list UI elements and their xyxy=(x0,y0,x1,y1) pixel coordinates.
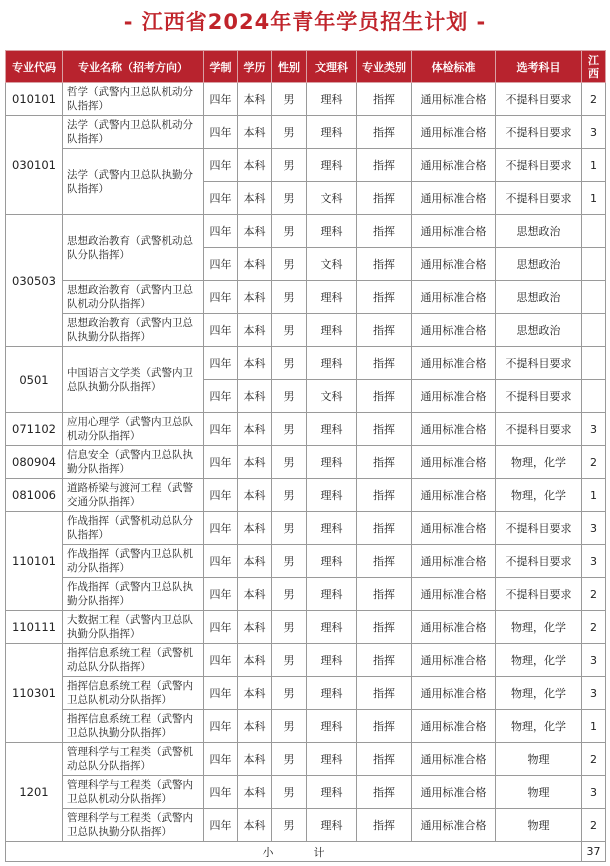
degree-cell: 本科 xyxy=(238,182,272,215)
total-count: 37 xyxy=(582,842,606,862)
gender-cell: 男 xyxy=(272,578,307,611)
subjects-cell: 思想政治 xyxy=(496,281,582,314)
degree-cell: 本科 xyxy=(238,644,272,677)
subjects-cell: 思想政治 xyxy=(496,314,582,347)
count-cell: 2 xyxy=(582,809,606,842)
subjects-cell: 不提科目要求 xyxy=(496,182,582,215)
header-degree: 学历 xyxy=(238,51,272,83)
table-row xyxy=(6,578,606,611)
major-code-cell: 110101 xyxy=(6,512,63,611)
gender-cell: 男 xyxy=(272,83,307,116)
gender-cell: 男 xyxy=(272,116,307,149)
count-cell: 1 xyxy=(582,710,606,743)
count-cell: 2 xyxy=(582,578,606,611)
count-cell xyxy=(582,281,606,314)
physical-cell: 通用标准合格 xyxy=(412,644,496,677)
category-cell: 指挥 xyxy=(357,677,412,710)
subjects-cell: 不提科目要求 xyxy=(496,116,582,149)
years-cell: 四年 xyxy=(204,413,238,446)
degree-cell: 本科 xyxy=(238,380,272,413)
total-label: 小计 xyxy=(6,842,582,862)
enrollment-plan-table xyxy=(5,50,606,862)
years-cell: 四年 xyxy=(204,776,238,809)
physical-cell: 通用标准合格 xyxy=(412,710,496,743)
category-cell: 指挥 xyxy=(357,545,412,578)
category-cell: 指挥 xyxy=(357,479,412,512)
physical-cell: 通用标准合格 xyxy=(412,545,496,578)
category-cell: 指挥 xyxy=(357,149,412,182)
degree-cell: 本科 xyxy=(238,215,272,248)
degree-cell: 本科 xyxy=(238,248,272,281)
years-cell: 四年 xyxy=(204,710,238,743)
gender-cell: 男 xyxy=(272,479,307,512)
gender-cell: 男 xyxy=(272,149,307,182)
category-cell: 指挥 xyxy=(357,446,412,479)
degree-cell: 本科 xyxy=(238,776,272,809)
years-cell: 四年 xyxy=(204,380,238,413)
track-cell: 理科 xyxy=(307,809,357,842)
count-cell: 2 xyxy=(582,446,606,479)
years-cell: 四年 xyxy=(204,677,238,710)
physical-cell: 通用标准合格 xyxy=(412,479,496,512)
years-cell: 四年 xyxy=(204,215,238,248)
count-cell: 3 xyxy=(582,545,606,578)
count-cell xyxy=(582,314,606,347)
count-cell: 1 xyxy=(582,182,606,215)
table-row xyxy=(6,314,606,347)
gender-cell: 男 xyxy=(272,809,307,842)
table-row xyxy=(6,644,606,677)
physical-cell: 通用标准合格 xyxy=(412,380,496,413)
years-cell: 四年 xyxy=(204,182,238,215)
years-cell: 四年 xyxy=(204,281,238,314)
years-cell: 四年 xyxy=(204,314,238,347)
count-cell: 3 xyxy=(582,644,606,677)
major-name-cell: 大数据工程（武警内卫总队执勤分队指挥） xyxy=(63,611,204,644)
physical-cell: 通用标准合格 xyxy=(412,215,496,248)
table-row xyxy=(6,611,606,644)
count-cell xyxy=(582,248,606,281)
subjects-cell: 不提科目要求 xyxy=(496,413,582,446)
years-cell: 四年 xyxy=(204,545,238,578)
degree-cell: 本科 xyxy=(238,710,272,743)
years-cell: 四年 xyxy=(204,644,238,677)
physical-cell: 通用标准合格 xyxy=(412,809,496,842)
degree-cell: 本科 xyxy=(238,413,272,446)
physical-cell: 通用标准合格 xyxy=(412,677,496,710)
gender-cell: 男 xyxy=(272,413,307,446)
table-row xyxy=(6,83,606,116)
major-name-cell: 思想政治教育（武警内卫总队机动分队指挥） xyxy=(63,281,204,314)
gender-cell: 男 xyxy=(272,380,307,413)
degree-cell: 本科 xyxy=(238,314,272,347)
gender-cell: 男 xyxy=(272,776,307,809)
category-cell: 指挥 xyxy=(357,743,412,776)
gender-cell: 男 xyxy=(272,512,307,545)
years-cell: 四年 xyxy=(204,149,238,182)
count-cell: 1 xyxy=(582,149,606,182)
years-cell: 四年 xyxy=(204,578,238,611)
major-name-cell: 作战指挥（武警机动总队分队指挥） xyxy=(63,512,204,545)
table-row xyxy=(6,743,606,776)
physical-cell: 通用标准合格 xyxy=(412,248,496,281)
gender-cell: 男 xyxy=(272,248,307,281)
table-header-row xyxy=(6,51,606,83)
category-cell: 指挥 xyxy=(357,413,412,446)
gender-cell: 男 xyxy=(272,611,307,644)
header-track: 文理科 xyxy=(307,51,357,83)
header-jiangxi xyxy=(582,51,606,83)
header-gender: 性别 xyxy=(272,51,307,83)
subjects-cell: 物理 xyxy=(496,743,582,776)
physical-cell: 通用标准合格 xyxy=(412,512,496,545)
table-row xyxy=(6,512,606,545)
major-code-cell: 0501 xyxy=(6,347,63,413)
category-cell: 指挥 xyxy=(357,182,412,215)
track-cell: 理科 xyxy=(307,479,357,512)
count-cell xyxy=(582,215,606,248)
years-cell: 四年 xyxy=(204,479,238,512)
category-cell: 指挥 xyxy=(357,578,412,611)
major-name-cell: 哲学（武警内卫总队机动分队指挥） xyxy=(63,83,204,116)
years-cell: 四年 xyxy=(204,743,238,776)
category-cell: 指挥 xyxy=(357,314,412,347)
count-cell xyxy=(582,380,606,413)
category-cell: 指挥 xyxy=(357,248,412,281)
physical-cell: 通用标准合格 xyxy=(412,83,496,116)
track-cell: 理科 xyxy=(307,644,357,677)
years-cell: 四年 xyxy=(204,446,238,479)
total-row xyxy=(6,842,606,862)
subjects-cell: 物理，化学 xyxy=(496,710,582,743)
track-cell: 理科 xyxy=(307,710,357,743)
category-cell: 指挥 xyxy=(357,215,412,248)
gender-cell: 男 xyxy=(272,677,307,710)
physical-cell: 通用标准合格 xyxy=(412,776,496,809)
major-code-cell: 110111 xyxy=(6,611,63,644)
degree-cell: 本科 xyxy=(238,116,272,149)
count-cell: 3 xyxy=(582,776,606,809)
header-physical: 体检标准 xyxy=(412,51,496,83)
subjects-cell: 物理 xyxy=(496,809,582,842)
header-jiangxi-2: 西 xyxy=(588,66,599,80)
major-code-cell: 030503 xyxy=(6,215,63,347)
degree-cell: 本科 xyxy=(238,281,272,314)
subjects-cell: 思想政治 xyxy=(496,215,582,248)
degree-cell: 本科 xyxy=(238,677,272,710)
category-cell: 指挥 xyxy=(357,83,412,116)
physical-cell: 通用标准合格 xyxy=(412,347,496,380)
track-cell: 文科 xyxy=(307,248,357,281)
physical-cell: 通用标准合格 xyxy=(412,413,496,446)
header-category: 专业类别 xyxy=(357,51,412,83)
major-code-cell: 030101 xyxy=(6,116,63,215)
physical-cell: 通用标准合格 xyxy=(412,182,496,215)
header-subjects: 选考科目 xyxy=(496,51,582,83)
subjects-cell: 不提科目要求 xyxy=(496,347,582,380)
table-row xyxy=(6,347,606,380)
subjects-cell: 物理，化学 xyxy=(496,644,582,677)
gender-cell: 男 xyxy=(272,644,307,677)
major-code-cell: 010101 xyxy=(6,83,63,116)
years-cell: 四年 xyxy=(204,248,238,281)
track-cell: 理科 xyxy=(307,446,357,479)
degree-cell: 本科 xyxy=(238,149,272,182)
subjects-cell: 不提科目要求 xyxy=(496,578,582,611)
header-years: 学制 xyxy=(204,51,238,83)
subjects-cell: 物理，化学 xyxy=(496,479,582,512)
count-cell: 3 xyxy=(582,413,606,446)
gender-cell: 男 xyxy=(272,347,307,380)
track-cell: 理科 xyxy=(307,545,357,578)
major-code-cell: 080904 xyxy=(6,446,63,479)
header-code: 专业代码 xyxy=(6,51,63,83)
degree-cell: 本科 xyxy=(238,83,272,116)
track-cell: 理科 xyxy=(307,149,357,182)
track-cell: 理科 xyxy=(307,578,357,611)
table-row xyxy=(6,545,606,578)
major-name-cell: 管理科学与工程类（武警内卫总队机动分队指挥） xyxy=(63,776,204,809)
track-cell: 理科 xyxy=(307,611,357,644)
physical-cell: 通用标准合格 xyxy=(412,281,496,314)
header-name: 专业名称（招考方向） xyxy=(63,51,204,83)
major-name-cell: 思想政治教育（武警内卫总队执勤分队指挥） xyxy=(63,314,204,347)
major-name-cell: 管理科学与工程类（武警内卫总队执勤分队指挥） xyxy=(63,809,204,842)
count-cell: 3 xyxy=(582,677,606,710)
degree-cell: 本科 xyxy=(238,743,272,776)
major-name-cell: 指挥信息系统工程（武警机动总队分队指挥） xyxy=(63,644,204,677)
major-name-cell: 作战指挥（武警内卫总队机动分队指挥） xyxy=(63,545,204,578)
track-cell: 理科 xyxy=(307,677,357,710)
degree-cell: 本科 xyxy=(238,479,272,512)
header-jiangxi-1: 江 xyxy=(588,53,599,67)
track-cell: 理科 xyxy=(307,116,357,149)
major-name-cell: 管理科学与工程类（武警机动总队分队指挥） xyxy=(63,743,204,776)
physical-cell: 通用标准合格 xyxy=(412,149,496,182)
gender-cell: 男 xyxy=(272,545,307,578)
gender-cell: 男 xyxy=(272,743,307,776)
degree-cell: 本科 xyxy=(238,545,272,578)
major-name-cell: 应用心理学（武警内卫总队机动分队指挥） xyxy=(63,413,204,446)
major-name-cell: 思想政治教育（武警机动总队分队指挥） xyxy=(63,215,204,281)
category-cell: 指挥 xyxy=(357,347,412,380)
count-cell: 2 xyxy=(582,743,606,776)
count-cell xyxy=(582,347,606,380)
subjects-cell: 物理，化学 xyxy=(496,446,582,479)
major-name-cell: 指挥信息系统工程（武警内卫总队执勤分队指挥） xyxy=(63,710,204,743)
major-code-cell: 081006 xyxy=(6,479,63,512)
track-cell: 理科 xyxy=(307,347,357,380)
years-cell: 四年 xyxy=(204,347,238,380)
page-title: - 江西省2024年青年学员招生计划 - xyxy=(123,10,487,34)
track-cell: 理科 xyxy=(307,743,357,776)
subjects-cell: 物理，化学 xyxy=(496,677,582,710)
track-cell: 理科 xyxy=(307,314,357,347)
count-cell: 3 xyxy=(582,116,606,149)
subjects-cell: 不提科目要求 xyxy=(496,380,582,413)
major-name-cell: 作战指挥（武警内卫总队执勤分队指挥） xyxy=(63,578,204,611)
track-cell: 理科 xyxy=(307,281,357,314)
physical-cell: 通用标准合格 xyxy=(412,743,496,776)
years-cell: 四年 xyxy=(204,809,238,842)
major-name-cell: 指挥信息系统工程（武警内卫总队机动分队指挥） xyxy=(63,677,204,710)
category-cell: 指挥 xyxy=(357,809,412,842)
major-name-cell: 中国语言文学类（武警内卫总队执勤分队指挥） xyxy=(63,347,204,413)
category-cell: 指挥 xyxy=(357,776,412,809)
track-cell: 理科 xyxy=(307,776,357,809)
years-cell: 四年 xyxy=(204,116,238,149)
track-cell: 理科 xyxy=(307,512,357,545)
table-row xyxy=(6,809,606,842)
category-cell: 指挥 xyxy=(357,710,412,743)
table-row xyxy=(6,149,606,182)
subjects-cell: 不提科目要求 xyxy=(496,149,582,182)
table-row xyxy=(6,413,606,446)
track-cell: 理科 xyxy=(307,413,357,446)
physical-cell: 通用标准合格 xyxy=(412,578,496,611)
subjects-cell: 思想政治 xyxy=(496,248,582,281)
category-cell: 指挥 xyxy=(357,116,412,149)
physical-cell: 通用标准合格 xyxy=(412,116,496,149)
degree-cell: 本科 xyxy=(238,446,272,479)
count-cell: 1 xyxy=(582,479,606,512)
degree-cell: 本科 xyxy=(238,578,272,611)
years-cell: 四年 xyxy=(204,611,238,644)
table-row xyxy=(6,446,606,479)
degree-cell: 本科 xyxy=(238,347,272,380)
degree-cell: 本科 xyxy=(238,611,272,644)
table-row xyxy=(6,677,606,710)
major-name-cell: 法学（武警内卫总队机动分队指挥） xyxy=(63,116,204,149)
gender-cell: 男 xyxy=(272,182,307,215)
degree-cell: 本科 xyxy=(238,809,272,842)
gender-cell: 男 xyxy=(272,314,307,347)
category-cell: 指挥 xyxy=(357,611,412,644)
major-name-cell: 信息安全（武警内卫总队执勤分队指挥） xyxy=(63,446,204,479)
gender-cell: 男 xyxy=(272,710,307,743)
category-cell: 指挥 xyxy=(357,281,412,314)
major-code-cell: 110301 xyxy=(6,644,63,743)
track-cell: 理科 xyxy=(307,83,357,116)
category-cell: 指挥 xyxy=(357,512,412,545)
count-cell: 2 xyxy=(582,611,606,644)
table-row xyxy=(6,215,606,248)
table-row xyxy=(6,116,606,149)
years-cell: 四年 xyxy=(204,83,238,116)
physical-cell: 通用标准合格 xyxy=(412,611,496,644)
gender-cell: 男 xyxy=(272,446,307,479)
category-cell: 指挥 xyxy=(357,644,412,677)
physical-cell: 通用标准合格 xyxy=(412,446,496,479)
track-cell: 文科 xyxy=(307,380,357,413)
major-code-cell: 071102 xyxy=(6,413,63,446)
major-name-cell: 道路桥梁与渡河工程（武警交通分队指挥） xyxy=(63,479,204,512)
table-row xyxy=(6,479,606,512)
subjects-cell: 物理，化学 xyxy=(496,611,582,644)
track-cell: 理科 xyxy=(307,215,357,248)
gender-cell: 男 xyxy=(272,281,307,314)
gender-cell: 男 xyxy=(272,215,307,248)
subjects-cell: 物理 xyxy=(496,776,582,809)
table-row xyxy=(6,710,606,743)
degree-cell: 本科 xyxy=(238,512,272,545)
subjects-cell: 不提科目要求 xyxy=(496,545,582,578)
subjects-cell: 不提科目要求 xyxy=(496,83,582,116)
count-cell: 3 xyxy=(582,512,606,545)
physical-cell: 通用标准合格 xyxy=(412,314,496,347)
years-cell: 四年 xyxy=(204,512,238,545)
table-row xyxy=(6,281,606,314)
count-cell: 2 xyxy=(582,83,606,116)
major-name-cell: 法学（武警内卫总队执勤分队指挥） xyxy=(63,149,204,215)
table-row xyxy=(6,776,606,809)
category-cell: 指挥 xyxy=(357,380,412,413)
subjects-cell: 不提科目要求 xyxy=(496,512,582,545)
major-code-cell: 1201 xyxy=(6,743,63,842)
track-cell: 文科 xyxy=(307,182,357,215)
table-body xyxy=(6,83,606,842)
